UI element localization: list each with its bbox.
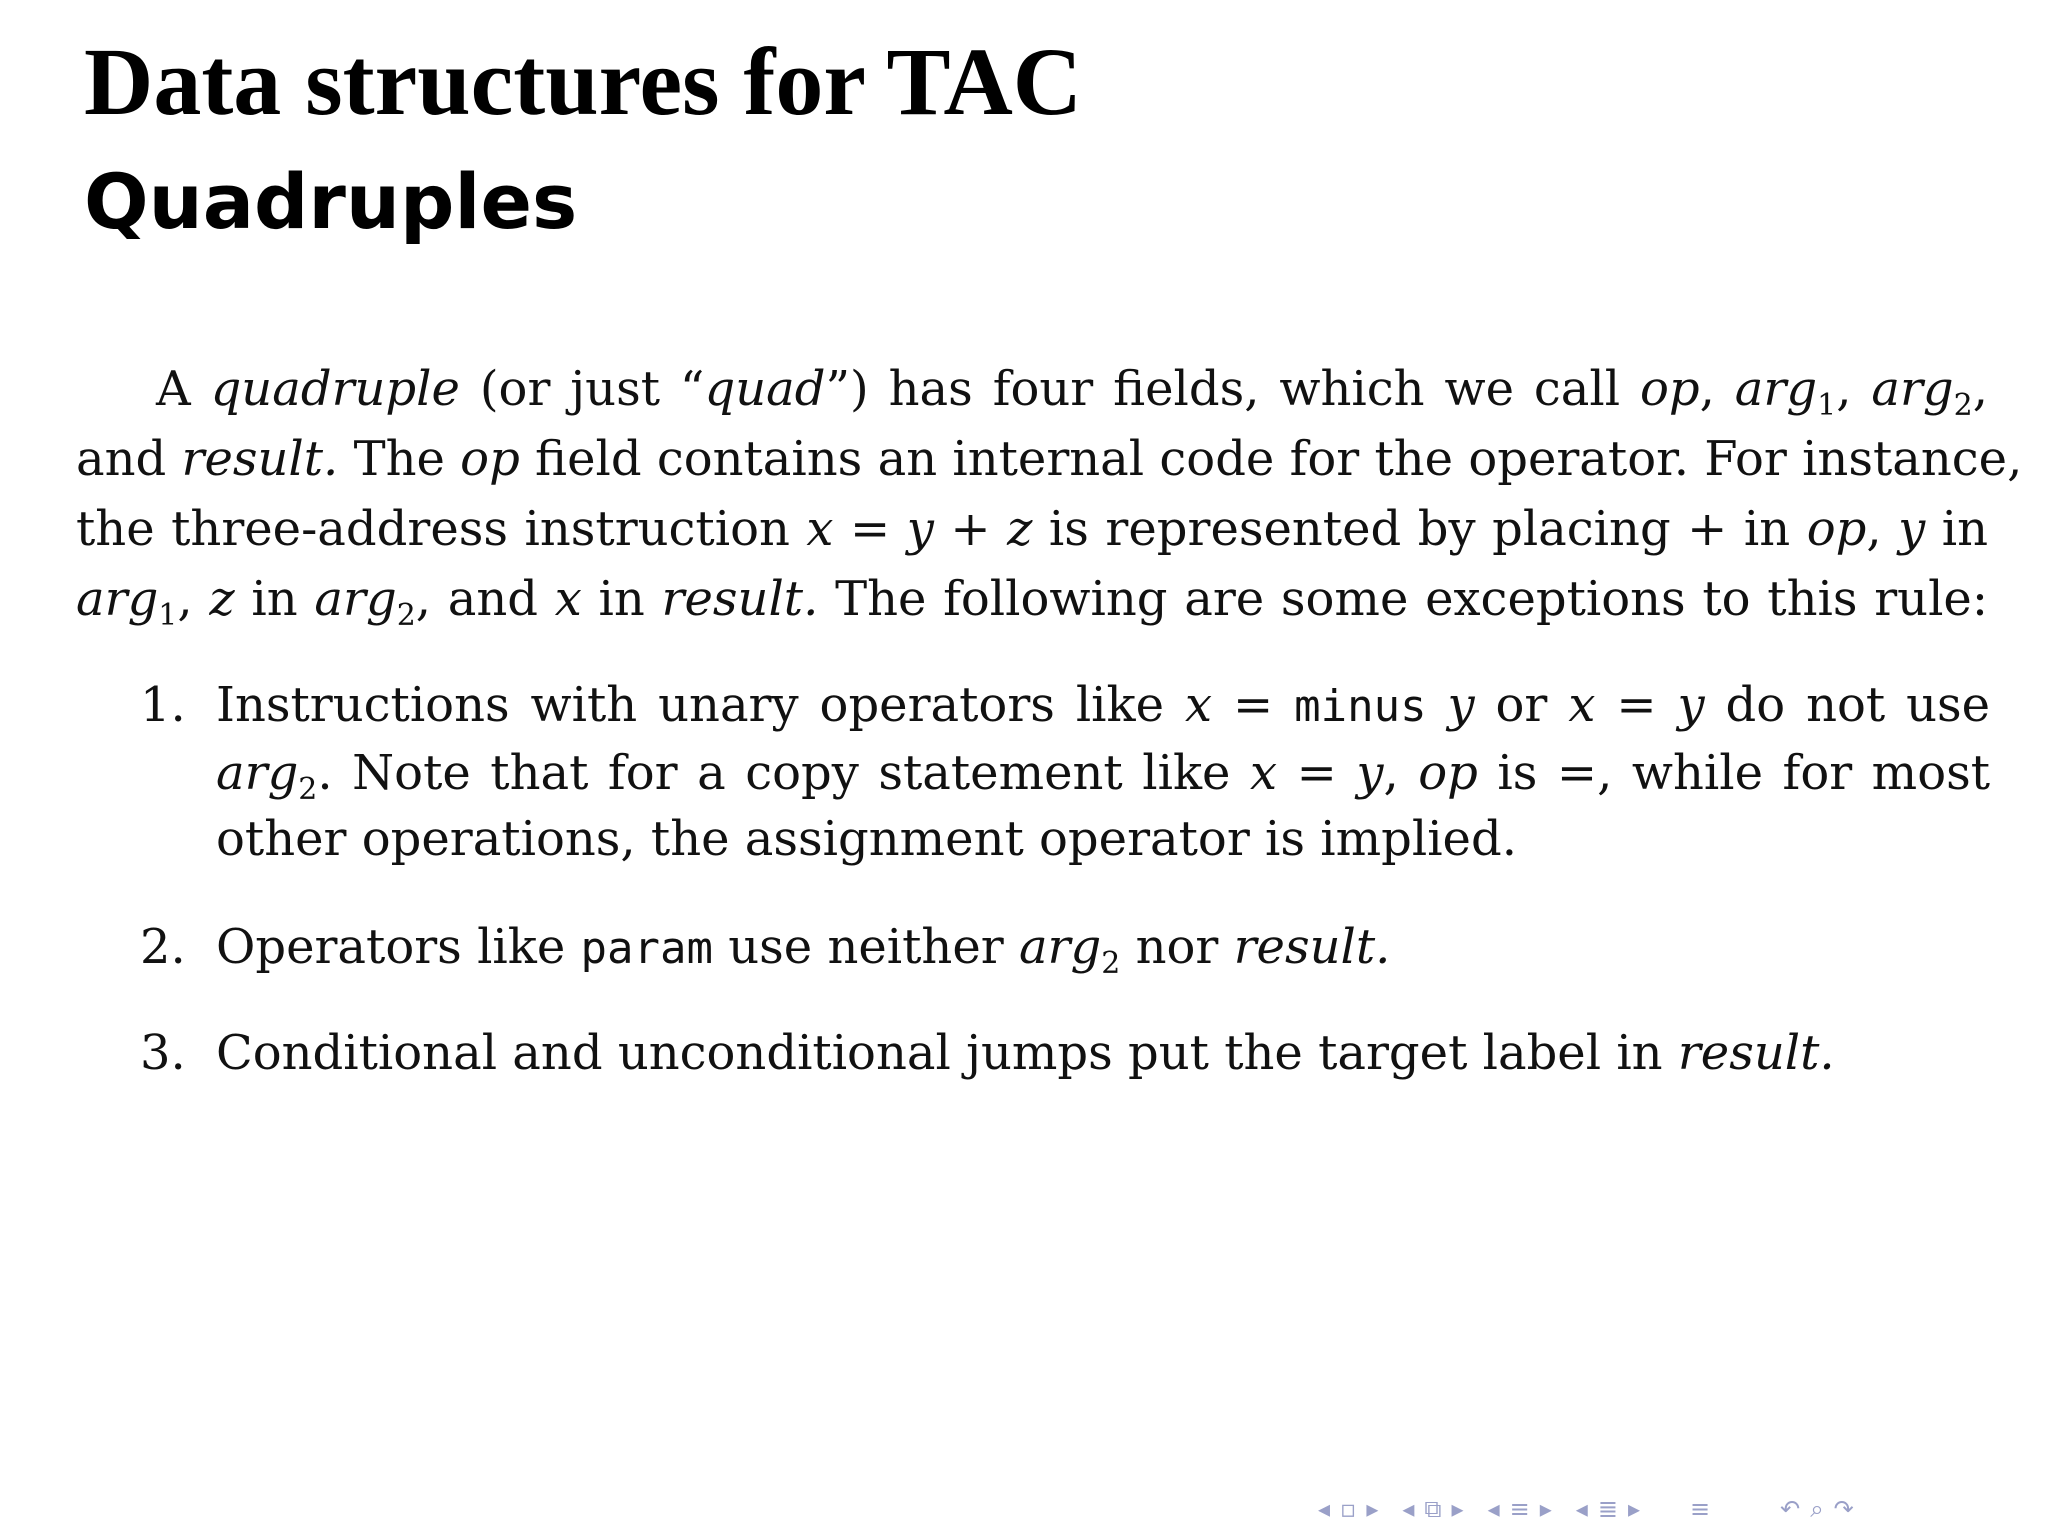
back-icon[interactable]: ↶ <box>1780 1495 1801 1523</box>
presentation-icon[interactable]: ≣ <box>1597 1495 1618 1523</box>
slide-title: Data structures for TAC <box>84 28 1083 135</box>
frame-icon[interactable]: ▫ <box>1340 1495 1357 1523</box>
right-arrow-icon[interactable]: ▸ <box>1627 1495 1640 1523</box>
paragraph-line: A quadruple (or just “quad”) has four fields, which we call op, arg$_1$, arg$_2$, <box>156 361 1989 423</box>
list-line: Instructions with unary operators like x = minus y or x = y do not use <box>216 677 1991 733</box>
list-item <box>140 672 1990 872</box>
list-item-content <box>216 1020 1990 1086</box>
right-arrow-icon[interactable]: ▸ <box>1451 1495 1464 1523</box>
right-arrow-icon[interactable]: ▸ <box>1539 1495 1552 1523</box>
subsection-icon[interactable]: ⧉ <box>1424 1495 1442 1523</box>
left-arrow-icon[interactable]: ◂ <box>1575 1495 1588 1523</box>
list-number: 2. <box>140 919 186 975</box>
list-item <box>140 1020 1990 1086</box>
left-arrow-icon[interactable]: ◂ <box>1487 1495 1500 1523</box>
quadruple-description <box>76 354 2023 634</box>
paragraph-line: arg$_1$, z in arg$_2$, and x in result. The following are some exceptions to this rule: <box>76 571 1988 633</box>
left-arrow-icon[interactable]: ◂ <box>1402 1495 1415 1523</box>
list-item-content <box>216 672 1990 872</box>
section-icon[interactable]: ≡ <box>1509 1495 1530 1523</box>
list-line: other operations, the assignment operator is implied. <box>216 811 1517 867</box>
list-number: 1. <box>140 677 186 733</box>
list-line: arg$_2$. Note that for a copy statement like x = y, op is =, while for most <box>216 745 1991 807</box>
beamer-navigation-bar <box>1318 1494 2038 1524</box>
list-line: Conditional and unconditional jumps put the target label in result. <box>216 1025 1835 1081</box>
forward-icon[interactable]: ↷ <box>1833 1495 1854 1523</box>
list-item <box>140 914 1990 982</box>
search-icon[interactable]: ⌕ <box>1810 1495 1824 1523</box>
intro-paragraph <box>76 354 2023 634</box>
paragraph-line: the three-address instruction x = y + z is represented by placing + in op, y in <box>76 501 1989 557</box>
list-number: 3. <box>140 1025 186 1081</box>
align-icon[interactable]: ≡ <box>1690 1495 1711 1523</box>
list-line: Operators like param use neither arg$_2$ nor result. <box>216 919 1391 981</box>
slide-subtitle: Quadruples <box>84 157 578 246</box>
paragraph-line: and result. The op field contains an internal code for the operator. For instance, <box>76 431 2023 487</box>
list-item-content <box>216 914 1990 982</box>
right-arrow-icon[interactable]: ▸ <box>1366 1495 1379 1523</box>
left-arrow-icon[interactable]: ◂ <box>1318 1495 1331 1523</box>
